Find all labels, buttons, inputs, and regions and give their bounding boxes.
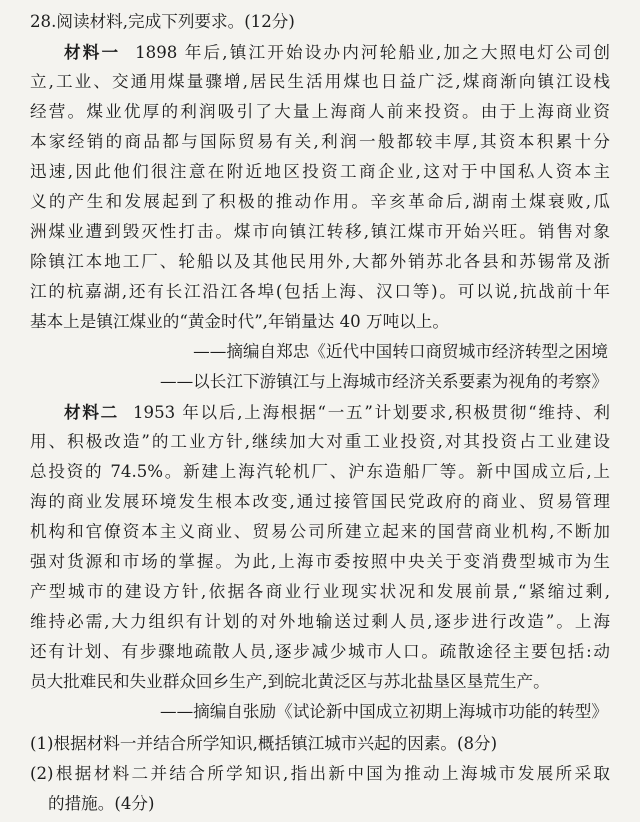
material2-text-line: 机构和官僚资本主义商业、贸易公司所建立起来的国营商业机构,不断加 — [30, 522, 610, 541]
material1-source-line1: ——摘编自郑忠《近代中国转口商贸城市经济转型之困境 — [193, 342, 608, 361]
task-2: (2)根据材料二并结合所学知识,指出新中国为推动上海城市发展所采取 — [30, 764, 610, 783]
material1-text-line: 义的产生和发展起到了积极的推动作用。辛亥革命后,湖南土煤衰败,瓜 — [30, 192, 610, 211]
material2-text-line: 总投资的 74.5%。新建上海汽轮机厂、沪东造船厂等。新中国成立后,上 — [30, 462, 610, 481]
material2-text-line: 1953 年以后,上海根据“一五”计划要求,积极贯彻“维持、利 — [133, 403, 610, 422]
material2-text-line: 海的商业发展环境发生根本改变,通过接管国民党政府的商业、贸易管理 — [30, 492, 610, 511]
material1-source-line2: ——以长江下游镇江与上海城市经济关系要素为视角的考察》 — [159, 372, 608, 391]
material2-text-line: 产型城市的建设方针,依据各商业行业现实状况和发展前景,“紧缩过剩, — [30, 582, 610, 601]
material2-text-line: 维持必需,大力组织有计划的对外地输送过剩人员,逐步进行改造”。上海 — [30, 612, 610, 631]
material2-label: 材料二 — [64, 402, 119, 422]
material1-label: 材料一 — [64, 42, 121, 62]
task-2-continued: 的措施。(4分) — [48, 794, 155, 813]
material2-text-line: 用、积极改造”的工业方针,继续加大对重工业投资,对其投资占工业建设 — [30, 432, 610, 451]
material2-text-line: 员大批难民和失业群众回乡生产,到皖北黄泛区与苏北盐垦区垦荒生产。 — [30, 672, 550, 691]
task-1: (1)根据材料一并结合所学知识,概括镇江城市兴起的因素。(8分) — [30, 734, 498, 753]
material1-text-line: 1898 年后,镇江开始设办内河轮船业,加之大照电灯公司创 — [135, 43, 610, 62]
material1-text-line: 经营。煤业优厚的利润吸引了大量上海商人前来投资。由于上海商业资 — [30, 102, 610, 121]
material1-text-line: 迅速,因此他们很注意在附近地区投资工商企业,这对于中国私人资本主 — [30, 162, 610, 181]
material1-first-line — [64, 40, 610, 65]
material2-source-line: ——摘编自张励《试论新中国成立初期上海城市功能的转型》 — [159, 702, 608, 721]
material2-first-line — [64, 400, 610, 425]
question-title: 28.阅读材料,完成下列要求。(12分) — [30, 12, 295, 31]
material1-text-line: 除镇江本地工厂、轮船以及其他民用外,大都外销苏北各县和苏锡常及浙 — [30, 252, 610, 271]
material2-text-line: 还有计划、有步骤地疏散人员,逐步减少城市人口。疏散途径主要包括:动 — [30, 642, 610, 661]
material1-text-line: 立,工业、交通用煤量骤增,居民生活用煤也日益广泛,煤商渐向镇江设栈 — [30, 72, 610, 91]
material1-text-line: 江的杭嘉湖,还有长江沿江各埠(包括上海、汉口等)。可以说,抗战前十年 — [30, 282, 610, 301]
material1-text-line: 本家经销的商品都与国际贸易有关,利润一般都较丰厚,其资本积累十分 — [30, 132, 610, 151]
material2-text-line: 强对货源和市场的掌握。为此,上海市委按照中央关于变消费型城市为生 — [30, 552, 610, 571]
material1-text-line: 基本上是镇江煤业的“黄金时代”,年销量达 40 万吨以上。 — [30, 312, 449, 331]
material1-text-line: 洲煤业遭到毁灭性打击。煤市向镇江转移,镇江煤市开始兴旺。销售对象 — [30, 222, 610, 241]
